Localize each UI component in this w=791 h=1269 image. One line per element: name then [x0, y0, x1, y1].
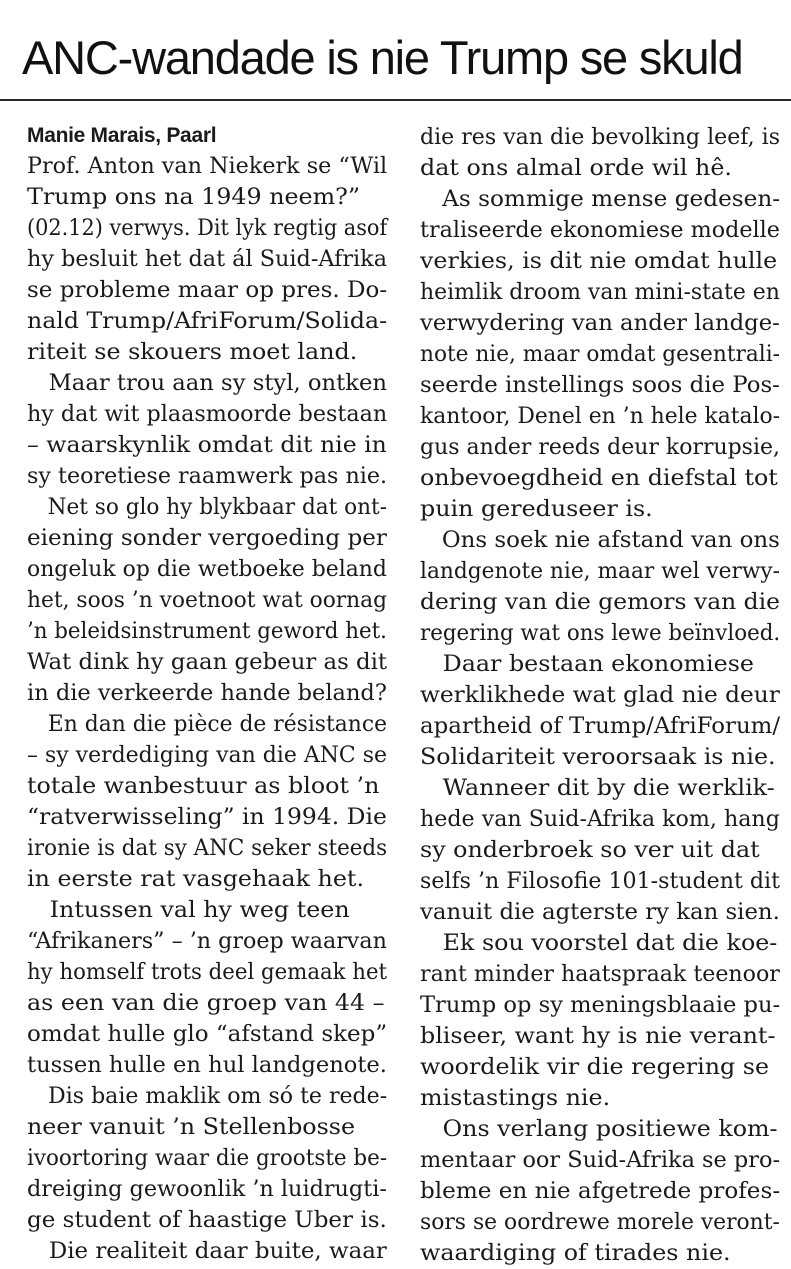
right-column-line — [420, 835, 780, 866]
left-column-line — [27, 213, 387, 244]
left-column-line — [27, 182, 387, 213]
right-column-line — [420, 1207, 780, 1238]
left-column-line — [27, 399, 387, 430]
right-column-line-text: Solidariteit veroorsaak is nie. — [420, 745, 776, 770]
right-column-line — [420, 153, 780, 184]
right-column-line-text: die res van die bevolking leef, is — [420, 125, 781, 150]
article-headline: ANC-wandade is nie Trump se skuld — [22, 31, 743, 84]
left-column-line-text: Net so glo hy blykbaar dat ont- — [27, 495, 388, 520]
left-column-line-text: ivoortoring waar die grootste be- — [27, 1146, 388, 1171]
right-column-line — [420, 866, 780, 897]
left-column-line — [27, 523, 387, 554]
right-column-line — [420, 1021, 780, 1052]
left-column-line-text: “Afrikaners” – ’n groep waarvan — [27, 929, 387, 954]
left-column-line-text: in eerste rat vasgehaak het. — [27, 867, 365, 892]
right-column-line-text: bleme en nie afgetrede profes- — [420, 1179, 781, 1204]
right-column-line-text: puin gereduseer is. — [420, 497, 653, 522]
left-column-line — [27, 678, 387, 709]
article-byline: Manie Marais, Paarl — [27, 124, 217, 147]
left-column-line — [27, 1236, 387, 1267]
left-column-line-text: (02.12) verwys. Dit lyk regtig asof — [27, 216, 388, 241]
right-column-line-text: gus ander reeds deur korrupsie, — [420, 435, 780, 460]
right-column-line — [420, 308, 780, 339]
right-column-line — [420, 463, 780, 494]
right-column-line-text: apartheid of Trump/AfriForum/ — [420, 714, 781, 739]
right-column-line — [420, 277, 780, 308]
right-column-line — [420, 401, 780, 432]
left-column-line — [27, 895, 387, 926]
left-column-line-text: het, soos ’n voetnoot wat oornag — [27, 588, 388, 613]
left-column-line-text: ge student of haastige Uber is. — [27, 1208, 387, 1233]
right-column-line — [420, 1083, 780, 1114]
right-column-line — [420, 184, 780, 215]
left-column-line-text: se probleme maar op pres. Do- — [27, 278, 388, 303]
right-column-line — [420, 122, 780, 153]
right-column-line-text: heimlik droom van mini-state en — [420, 280, 780, 305]
left-column-line-text: Die realiteit daar buite, waar — [27, 1239, 387, 1264]
left-column-line — [27, 771, 387, 802]
left-column-line-text: in die verkeerde hande beland? — [27, 681, 387, 706]
right-column-line — [420, 215, 780, 246]
left-column-line-text: as een van die groep van 44 – — [27, 991, 385, 1016]
left-column-line — [27, 244, 387, 275]
right-column-line — [420, 246, 780, 277]
left-column-line — [27, 1050, 387, 1081]
left-column-line — [27, 337, 387, 368]
left-column-line-text: tussen hulle en hul landgenote. — [27, 1053, 387, 1078]
right-column-line-text: Wanneer dit by die werklik- — [420, 776, 775, 801]
right-column-line — [420, 494, 780, 525]
left-column-line — [27, 926, 387, 957]
left-column-line-text: – sy verdediging van die ANC se — [27, 743, 388, 768]
left-column-line — [27, 833, 387, 864]
left-column-line-text: hy dat wit plaasmoorde bestaan — [27, 402, 388, 427]
left-column-line-text: neer vanuit ’n Stellenbosse — [27, 1115, 356, 1140]
left-column-line — [27, 492, 387, 523]
right-column-line — [420, 556, 780, 587]
right-column-line — [420, 990, 780, 1021]
left-column-line — [27, 368, 387, 399]
right-column-line-text: rant minder haatspraak teenoor — [420, 962, 780, 987]
left-column-line-text: Trump ons na 1949 neem?” — [27, 185, 361, 210]
left-column-line-text: hy besluit het dat ál Suid-Afrika — [27, 247, 388, 272]
right-column-line-text: mistastings nie. — [420, 1086, 611, 1111]
left-column-line-text: – waarskynlik omdat dit nie in — [27, 433, 387, 458]
left-column-line — [27, 1143, 387, 1174]
left-column-line-text: Intussen val hy weg teen — [27, 898, 350, 923]
left-column-line — [27, 430, 387, 461]
right-column-line — [420, 804, 780, 835]
left-column-line-text: Maar trou aan sy styl, ontken — [27, 371, 387, 396]
right-column-line — [420, 680, 780, 711]
left-column-body — [27, 151, 387, 1267]
left-column-line — [27, 461, 387, 492]
left-column-line — [27, 275, 387, 306]
left-column-line-text: ’n beleidsinstrument geword het. — [27, 619, 387, 644]
left-column-line — [27, 554, 387, 585]
left-column-line — [27, 1081, 387, 1112]
left-column-line-text: eiening sonder vergoeding per — [27, 526, 387, 551]
left-column-line — [27, 585, 387, 616]
right-column-line-text: vanuit die agterste ry kan sien. — [420, 900, 780, 925]
right-column-line — [420, 1238, 780, 1269]
right-column-line-text: woordelik vir die regering se — [420, 1055, 770, 1080]
right-column-line — [420, 711, 780, 742]
right-column-line — [420, 1052, 780, 1083]
left-column-line — [27, 647, 387, 678]
right-column-line-text: As sommige mense gedesen- — [420, 187, 781, 212]
right-column-line-text: verkies, is dit nie omdat hulle — [420, 249, 778, 274]
left-column-line-text: nald Trump/AfriForum/Solida- — [27, 309, 388, 334]
left-column-line — [27, 802, 387, 833]
right-column-line — [420, 1114, 780, 1145]
right-column-body — [420, 122, 780, 1269]
right-column-line — [420, 928, 780, 959]
right-column-line — [420, 773, 780, 804]
left-column-line-text: hy homself trots deel gemaak het — [27, 960, 388, 985]
right-column-line-text: onbevoegdheid en diefstal tot — [420, 466, 778, 491]
right-column-line-text: Trump op sy meningsblaaie pu- — [420, 993, 781, 1018]
right-column-line-text: landgenote nie, maar wel verwy- — [420, 559, 781, 584]
article-column-right — [420, 122, 780, 1269]
left-column-line — [27, 616, 387, 647]
right-column-line-text: sy onderbroek so ver uit dat — [420, 838, 760, 863]
right-column-line — [420, 1145, 780, 1176]
right-column-line-text: mentaar oor Suid-Afrika se pro- — [420, 1148, 781, 1173]
article-column-left — [27, 120, 387, 1267]
left-column-line — [27, 864, 387, 895]
right-column-line-text: Ek sou voorstel dat die koe- — [420, 931, 778, 956]
left-column-line — [27, 1205, 387, 1236]
right-column-line-text: hede van Suid-Afrika kom, hang — [420, 807, 780, 832]
right-column-line — [420, 897, 780, 928]
right-column-line-text: selfs ’n Filosofie 101-student dit — [420, 869, 780, 894]
right-column-line-text: werklikhede wat glad nie deur — [420, 683, 780, 708]
right-column-line — [420, 959, 780, 990]
left-column-line-text: ongeluk op die wetboeke beland — [27, 557, 387, 582]
right-column-line-text: verwydering van ander landge- — [420, 311, 780, 336]
right-column-line — [420, 525, 780, 556]
left-column-line-text: ironie is dat sy ANC seker steeds — [27, 836, 388, 861]
headline-divider — [0, 99, 791, 101]
right-column-line-text: regering wat ons lewe beïnvloed. — [420, 621, 781, 646]
right-column-line-text: note nie, maar omdat gesentrali- — [420, 342, 780, 367]
left-column-line-text: Dis baie maklik om só te rede- — [27, 1084, 388, 1109]
right-column-line — [420, 370, 780, 401]
right-column-line-text: dering van die gemors van die — [420, 590, 780, 615]
left-column-line — [27, 1174, 387, 1205]
left-column-line — [27, 709, 387, 740]
left-column-line — [27, 1019, 387, 1050]
left-column-line-text: dreiging gewoonlik ’n luidrugti- — [27, 1177, 387, 1202]
left-column-line-text: sy teoretiese raamwerk pas nie. — [27, 464, 388, 489]
right-column-line-text: Daar bestaan ekonomiese — [420, 652, 754, 677]
right-column-line-text: dat ons almal orde wil hê. — [420, 156, 732, 181]
left-column-line-text: riteit se skouers moet land. — [27, 340, 358, 365]
left-column-line-text: En dan die pièce de résistance — [27, 712, 387, 737]
left-column-line — [27, 988, 387, 1019]
left-column-line-text: “ratverwisseling” in 1994. Die — [27, 805, 387, 830]
right-column-line — [420, 339, 780, 370]
left-column-line-text: Wat dink hy gaan gebeur as dit — [27, 650, 388, 675]
right-column-line-text: traliseerde ekonomiese modelle — [420, 218, 780, 243]
right-column-line-text: waardiging of tirades nie. — [420, 1241, 731, 1266]
right-column-line-text: Ons verlang positiewe kom- — [420, 1117, 778, 1142]
right-column-line-text: seerde instellings soos die Pos- — [420, 373, 780, 398]
left-column-line — [27, 740, 387, 771]
right-column-line — [420, 618, 780, 649]
right-column-line-text: Ons soek nie afstand van ons — [420, 528, 780, 553]
left-column-line-text: Prof. Anton van Niekerk se “Wil — [27, 154, 388, 179]
left-column-line-text: omdat hulle glo “afstand skep” — [27, 1022, 388, 1047]
left-column-line — [27, 306, 387, 337]
right-column-line — [420, 649, 780, 680]
right-column-line — [420, 742, 780, 773]
left-column-line — [27, 1112, 387, 1143]
left-column-line — [27, 957, 387, 988]
left-column-line — [27, 151, 387, 182]
right-column-line — [420, 587, 780, 618]
right-column-line — [420, 432, 780, 463]
right-column-line-text: kantoor, Denel en ’n hele katalo- — [420, 404, 781, 429]
right-column-line-text: bliseer, want hy is nie verant- — [420, 1024, 776, 1049]
right-column-line-text: sors se oordrewe morele veront- — [420, 1210, 780, 1235]
left-column-line-text: totale wanbestuur as bloot ’n — [27, 774, 380, 799]
